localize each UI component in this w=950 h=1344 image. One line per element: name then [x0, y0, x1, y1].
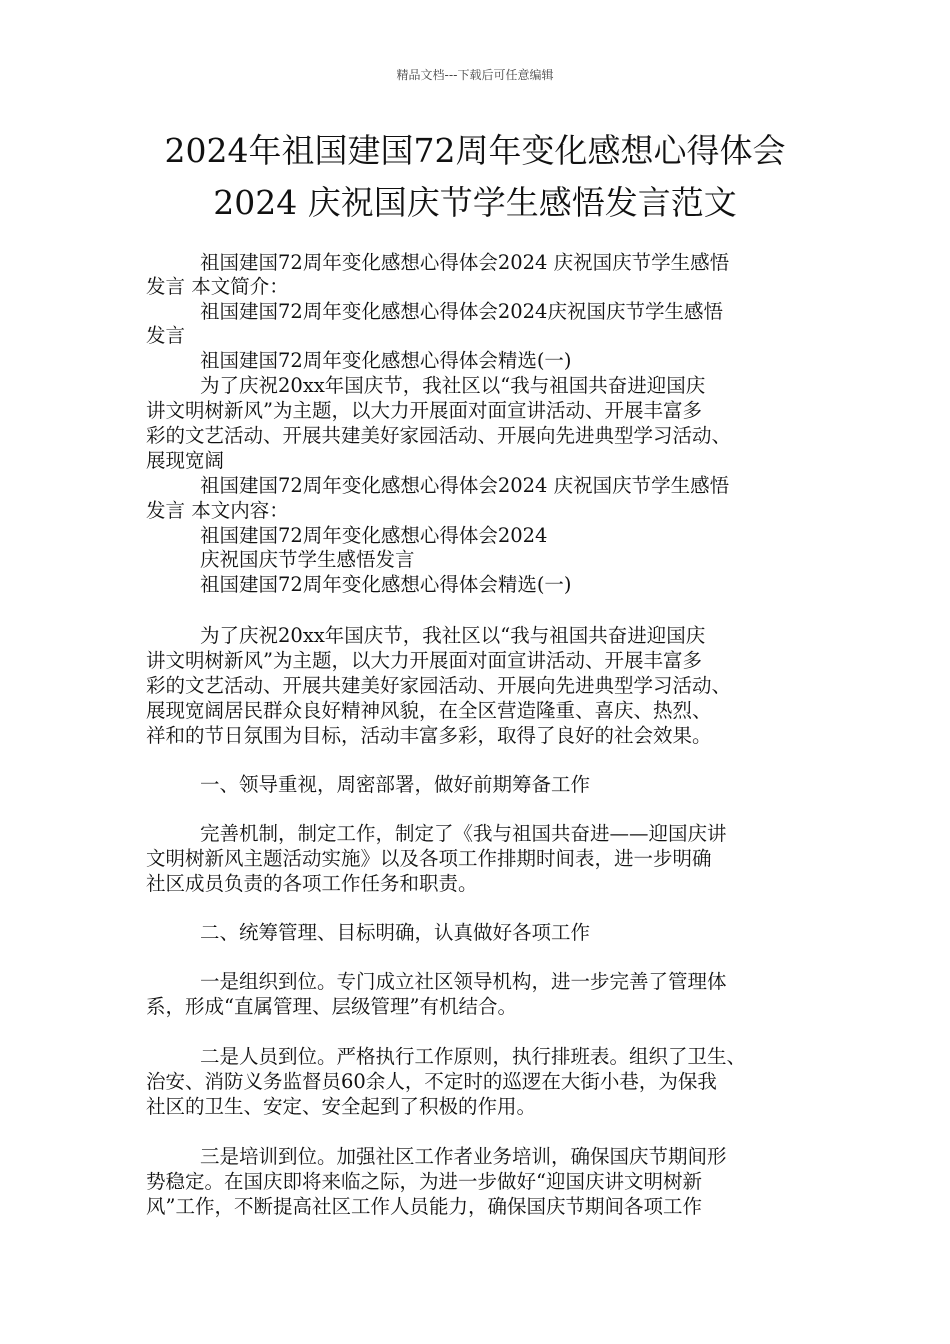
- text-line: 为了庆祝20xx年国庆节，我社区以“我与祖国共奋进迎国庆: [200, 374, 706, 397]
- text-line: 发言 本文简介：: [146, 275, 289, 298]
- text-line: 祥和的节日氛围为目标，活动丰富多彩，取得了良好的社会效果。: [146, 724, 712, 747]
- text-line: 展现宽阔居民群众良好精神风貌，在全区营造隆重、喜庆、热烈、: [146, 699, 712, 722]
- text-line: 祖国建国72周年变化感想心得体会精选(一): [200, 573, 572, 596]
- text-line: 完善机制，制定工作，制定了《我与祖国共奋进——迎国庆讲: [200, 822, 727, 845]
- text-line: 社区的卫生、安定、安全起到了积极的作用。: [146, 1095, 537, 1118]
- text-line: 发言 本文内容：: [146, 499, 289, 522]
- header-note: 精品文档---下载后可任意编辑: [396, 68, 554, 82]
- document-title-line-1: 2024年祖国建国72周年变化感想心得体会: [164, 131, 786, 170]
- text-line: 彩的文艺活动、开展共建美好家园活动、开展向先进典型学习活动、: [146, 424, 732, 447]
- text-line: 治安、消防义务监督员60余人，不定时的巡逻在大街小巷，为保我: [146, 1070, 717, 1093]
- text-line: 讲文明树新风”为主题，以大力开展面对面宣讲活动、开展丰富多: [146, 399, 702, 422]
- text-line: 祖国建国72周年变化感想心得体会2024: [200, 524, 548, 547]
- text-line: 祖国建国72周年变化感想心得体会精选(一): [200, 349, 572, 372]
- text-line: 二是人员到位。严格执行工作原则，执行排班表。组织了卫生、: [200, 1045, 747, 1068]
- text-line: 发言: [146, 324, 186, 347]
- text-line: 彩的文艺活动、开展共建美好家园活动、开展向先进典型学习活动、: [146, 674, 732, 697]
- text-line: 展现宽阔: [146, 449, 225, 472]
- section-heading: 一、领导重视，周密部署，做好前期筹备工作: [200, 773, 591, 796]
- text-line: 祖国建国72周年变化感想心得体会2024 庆祝国庆节学生感悟: [200, 251, 730, 274]
- text-line: 三是培训到位。加强社区工作者业务培训，确保国庆节期间形: [200, 1145, 727, 1168]
- text-line: 风”工作，不断提高社区工作人员能力，确保国庆节期间各项工作: [146, 1195, 702, 1218]
- text-line: 一是组织到位。专门成立社区领导机构，进一步完善了管理体: [200, 970, 727, 993]
- text-line: 祖国建国72周年变化感想心得体会2024 庆祝国庆节学生感悟: [200, 474, 730, 497]
- text-line: 为了庆祝20xx年国庆节，我社区以“我与祖国共奋进迎国庆: [200, 624, 706, 647]
- text-line: 讲文明树新风”为主题，以大力开展面对面宣讲活动、开展丰富多: [146, 649, 702, 672]
- text-line: 庆祝国庆节学生感悟发言: [200, 548, 415, 571]
- section-heading: 二、统筹管理、目标明确，认真做好各项工作: [200, 921, 591, 944]
- text-line: 势稳定。在国庆即将来临之际，为进一步做好“迎国庆讲文明树新: [146, 1170, 702, 1193]
- text-line: 社区成员负责的各项工作任务和职责。: [146, 872, 478, 895]
- text-line: 文明树新风主题活动实施》以及各项工作排期时间表，进一步明确: [146, 847, 712, 870]
- text-line: 祖国建国72周年变化感想心得体会2024庆祝国庆节学生感悟: [200, 300, 723, 323]
- text-line: 系，形成“直属管理、层级管理”有机结合。: [146, 995, 517, 1018]
- document-title-line-2: 2024 庆祝国庆节学生感悟发言范文: [213, 183, 737, 222]
